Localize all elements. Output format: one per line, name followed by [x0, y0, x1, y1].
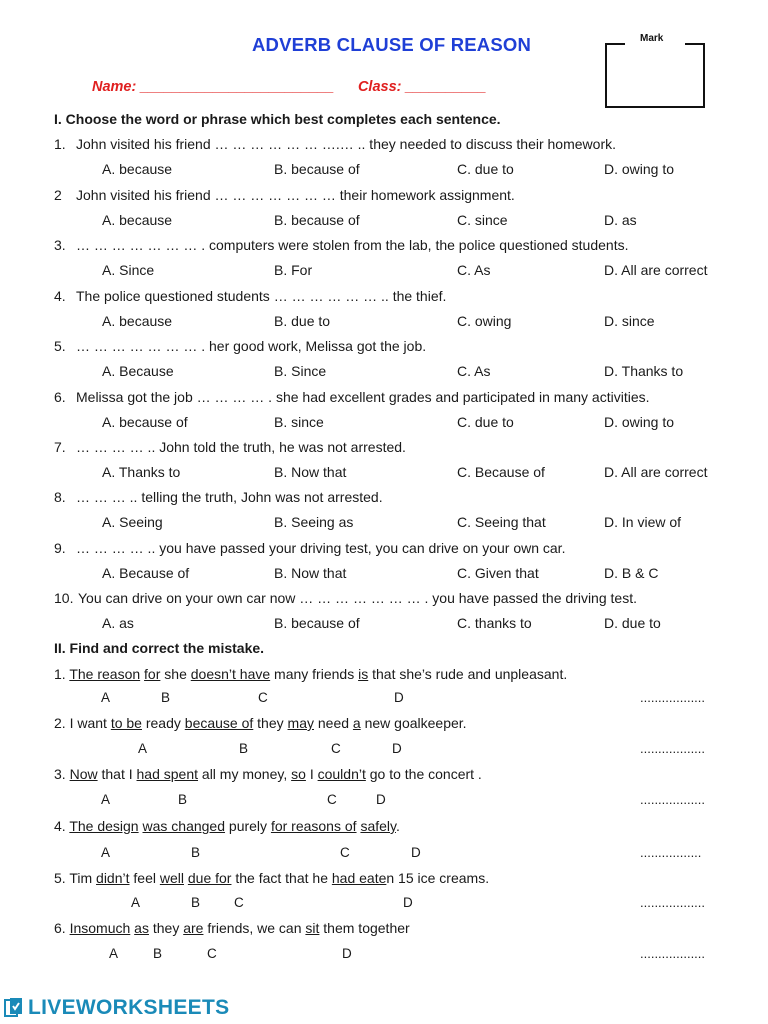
question-stem: … … … … .. John told the truth, he was not arrested.: [76, 439, 406, 455]
question-stem: The police questioned students … … … … … … .. the thief.: [76, 288, 447, 304]
question-text: [54, 338, 426, 354]
mark-label: Mark: [640, 33, 664, 44]
answer-option-c[interactable]: C. As: [457, 363, 491, 379]
letter-a: A: [109, 946, 119, 961]
option-a-part[interactable]: didn’t: [96, 870, 130, 886]
question-number: 8.: [54, 489, 66, 505]
letter-a: A: [101, 792, 111, 807]
option-d-part[interactable]: couldn’t: [317, 766, 366, 782]
liveworksheets-logo: [4, 996, 229, 1020]
answer-option-a[interactable]: A. because: [102, 313, 173, 329]
worksheet-title: ADVERB CLAUSE OF REASON: [252, 34, 532, 55]
name-field[interactable]: Name: ________________________: [92, 79, 334, 95]
option-c-part[interactable]: are: [183, 920, 204, 936]
answer-option-a[interactable]: A. Since: [102, 262, 155, 278]
answer-option-c[interactable]: C. Because of: [457, 464, 545, 480]
answer-option-c[interactable]: C. thanks to: [457, 615, 532, 631]
answer-option-b[interactable]: B. since: [274, 414, 324, 430]
question-number: 6.: [54, 389, 66, 405]
answer-option-a[interactable]: A. because: [102, 161, 173, 177]
letter-d: D: [376, 792, 386, 807]
answer-blank[interactable]: ..................: [640, 741, 706, 756]
mistake-sentence: 4. The design was changed purely for reasons of safely.: [54, 818, 400, 834]
mistake-sentence: 3. Now that I had spent all my money, so I couldn’t go to the concert .: [54, 766, 482, 782]
option-b-part[interactable]: was changed: [142, 818, 226, 834]
letter-c: C: [207, 946, 217, 961]
option-d-part[interactable]: safely: [360, 818, 396, 834]
answer-option-b[interactable]: B. Now that: [274, 565, 347, 581]
question-stem: John visited his friend … … … … … … ….… .. they needed to discuss their homework.: [76, 136, 616, 152]
question-text: [54, 590, 637, 606]
answer-option-a[interactable]: A. Seeing: [102, 514, 163, 530]
answer-option-c[interactable]: C. due to: [457, 161, 514, 177]
option-b-part[interactable]: because of: [184, 715, 254, 731]
question-text: [54, 389, 650, 405]
question-text: [54, 439, 406, 455]
mark-box[interactable]: [605, 44, 705, 108]
mistake-sentence: 6. Insomuch as they are friends, we can sit them together: [54, 920, 410, 936]
answer-option-a[interactable]: A. Because of: [102, 565, 190, 581]
letter-d: D: [411, 845, 421, 860]
section-1-heading: I. Choose the word or phrase which best completes each sentence.: [54, 111, 501, 127]
answer-option-d[interactable]: D. as: [604, 212, 637, 228]
question-number: 5.: [54, 338, 66, 354]
question-number: 10.: [54, 590, 74, 606]
question-stem: … … … … … … … . computers were stolen from the lab, the police questioned students.: [76, 237, 629, 253]
answer-option-b[interactable]: B. For: [274, 262, 313, 278]
mistake-sentence: 2. I want to be ready because of they may need a new goalkeeper.: [54, 715, 467, 731]
answer-blank[interactable]: ..................: [640, 792, 706, 807]
option-d-part[interactable]: a: [352, 715, 361, 731]
answer-option-a[interactable]: A. Because: [102, 363, 174, 379]
answer-option-c[interactable]: C. As: [457, 262, 491, 278]
answer-option-d[interactable]: D. since: [604, 313, 655, 329]
answer-option-d[interactable]: D. B & C: [604, 565, 659, 581]
option-b-part[interactable]: well: [159, 870, 184, 886]
mistake-sentence: 5. Tim didn’t feel well due for the fact that he had eaten 15 ice creams.: [54, 870, 490, 886]
option-c-part[interactable]: for reasons of: [270, 818, 357, 834]
name-class-row: [92, 79, 486, 95]
letter-a: A: [101, 845, 111, 860]
question-text: [54, 540, 565, 556]
letter-c: C: [331, 741, 341, 756]
letter-a: A: [101, 690, 111, 705]
letter-a: A: [138, 741, 148, 756]
answer-option-b[interactable]: B. Now that: [274, 464, 347, 480]
letter-d: D: [394, 690, 404, 705]
answer-option-a[interactable]: A. Thanks to: [102, 464, 181, 480]
mistake-sentence: 1. The reason for she doesn’t have many friends is that she’s rude and unpleasant.: [54, 666, 568, 682]
question-number: 2: [54, 187, 62, 203]
question-stem: … … … … … … … . her good work, Melissa got the job.: [76, 338, 427, 354]
option-c-part[interactable]: doesn’t have: [190, 666, 271, 682]
answer-blank[interactable]: .................: [640, 845, 702, 860]
letter-b: B: [161, 690, 171, 705]
question-stem: … … … .. telling the truth, John was not arrested.: [76, 489, 383, 505]
option-d-part[interactable]: sit: [305, 920, 320, 936]
answer-blank[interactable]: ..................: [640, 690, 706, 705]
question-number: 1.: [54, 136, 66, 152]
question-number: 7.: [54, 439, 66, 455]
answer-option-a[interactable]: A. as: [102, 615, 134, 631]
answer-option-b[interactable]: B. Since: [274, 363, 327, 379]
question-stem: … … … … .. you have passed your driving test, you can drive on your own car.: [76, 540, 566, 556]
question-text: [54, 136, 616, 152]
question-number: 4.: [54, 288, 66, 304]
option-a-part[interactable]: to be: [110, 715, 142, 731]
question-stem: Melissa got the job … … … … . she had excellent grades and participated in many activities.: [76, 389, 650, 405]
option-d-part[interactable]: had eate: [331, 870, 387, 886]
logo-text: LIVEWORKSHEETS: [28, 996, 230, 1019]
section-2-heading: II. Find and correct the mistake.: [54, 640, 265, 656]
answer-blank[interactable]: ..................: [640, 895, 706, 910]
class-field[interactable]: Class: __________: [357, 79, 487, 95]
letter-b: B: [178, 792, 188, 807]
answer-option-d[interactable]: D. owing to: [604, 414, 675, 430]
answer-option-c[interactable]: C. Seeing that: [457, 514, 546, 530]
question-number: 9.: [54, 540, 66, 556]
answer-blank[interactable]: ..................: [640, 946, 706, 961]
option-c-part[interactable]: due for: [187, 870, 232, 886]
answer-option-a[interactable]: A. because of: [102, 414, 188, 430]
letter-d: D: [403, 895, 413, 910]
letter-c: C: [340, 845, 350, 860]
option-a-part[interactable]: The reason: [69, 666, 141, 682]
answer-option-d[interactable]: D. In view of: [604, 514, 682, 530]
answer-option-b[interactable]: B. because of: [274, 161, 360, 177]
option-c-part[interactable]: may: [287, 715, 314, 731]
answer-option-b[interactable]: B. because of: [274, 212, 360, 228]
answer-option-d[interactable]: D. due to: [604, 615, 661, 631]
answer-option-a[interactable]: A. because: [102, 212, 173, 228]
letter-a: A: [131, 895, 141, 910]
letter-b: B: [191, 895, 201, 910]
question-text: [54, 489, 383, 505]
letter-c: C: [234, 895, 244, 910]
answer-option-c[interactable]: C. since: [457, 212, 508, 228]
answer-option-b[interactable]: B. because of: [274, 615, 360, 631]
answer-option-b[interactable]: B. Seeing as: [274, 514, 354, 530]
answer-option-c[interactable]: C. Given that: [457, 565, 539, 581]
question-stem: John visited his friend … … … … … … … their homework assignment.: [76, 187, 515, 203]
question-text: [54, 187, 515, 203]
answer-option-b[interactable]: B. due to: [274, 313, 331, 329]
question-number: 3.: [54, 237, 66, 253]
letter-c: C: [327, 792, 337, 807]
letter-c: C: [258, 690, 268, 705]
option-a-part[interactable]: The design: [69, 818, 139, 834]
option-b-part[interactable]: had spent: [136, 766, 199, 782]
letter-d: D: [392, 741, 402, 756]
answer-option-d[interactable]: D. All are correct: [604, 464, 708, 480]
option-c-part[interactable]: so: [291, 766, 306, 782]
letter-b: B: [239, 741, 249, 756]
answer-option-d[interactable]: D. owing to: [604, 161, 675, 177]
answer-option-c[interactable]: C. owing: [457, 313, 512, 329]
option-b-part[interactable]: for: [144, 666, 161, 682]
answer-option-d[interactable]: D. All are correct: [604, 262, 708, 278]
letter-b: B: [153, 946, 163, 961]
question-text: [54, 237, 628, 253]
question-text: [54, 288, 446, 304]
letter-b: B: [191, 845, 201, 860]
question-stem: You can drive on your own car now … … … … … … … . you have passed the driving test.: [78, 590, 637, 606]
option-b-part[interactable]: as: [134, 920, 149, 936]
option-a-part[interactable]: Now: [69, 766, 98, 782]
liveworksheets-icon: [4, 997, 24, 1019]
answer-option-c[interactable]: C. due to: [457, 414, 514, 430]
option-a-part[interactable]: Insomuch: [69, 920, 131, 936]
option-d-part[interactable]: is: [358, 666, 369, 682]
letter-d: D: [342, 946, 352, 961]
answer-option-d[interactable]: D. Thanks to: [604, 363, 684, 379]
